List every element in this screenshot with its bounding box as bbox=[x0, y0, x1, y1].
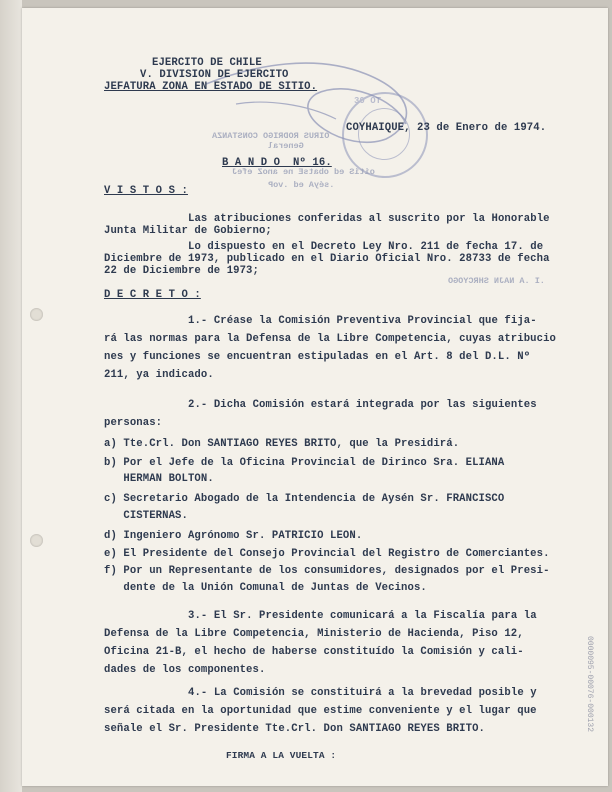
vistos-p1-line1: Las atribuciones conferidas al suscrito por la Honorable bbox=[188, 213, 550, 225]
article-3-line1: 3.- El Sr. Presidente comunicará a la Fiscalía para la bbox=[188, 610, 537, 622]
seal-inner-ring bbox=[358, 108, 410, 160]
list-item-c-line2: CISTERNAS. bbox=[104, 510, 188, 522]
decreto-heading: D E C R E T O : bbox=[104, 289, 201, 301]
article-3-line4: dades de los componentes. bbox=[104, 664, 266, 676]
punch-hole-top bbox=[30, 308, 43, 321]
bleed-line-1: OIRUS RODRIGO CONSTANZA bbox=[212, 131, 330, 141]
article-4-line3: señale el Sr. Presidente Tte.Crl. Don SANTIAGO REYES BRITO. bbox=[104, 723, 485, 735]
list-item-b-line1: b) Por el Jefe de la Oficina Provincial de Dirinco Sra. ELIANA bbox=[104, 457, 505, 469]
vistos-p2-line1: Lo dispuesto en el Decreto Ley Nro. 211 de fecha 17. de bbox=[188, 241, 544, 253]
article-4-line2: será citada en la oportunidad que estime conveniente y el lugar que bbox=[104, 705, 537, 717]
article-2-line2: personas: bbox=[104, 417, 163, 429]
vistos-p2-line2: Diciembre de 1973, publicado en el Diario Oficial Nro. 28733 de fecha bbox=[104, 253, 550, 265]
list-item-f-line1: f) Por un Representante de los consumidores, designados por el Presi- bbox=[104, 565, 550, 577]
header-line-1: EJERCITO DE CHILE bbox=[152, 57, 262, 69]
vistos-p2-line3: 22 de Diciembre de 1973; bbox=[104, 265, 259, 277]
article-2-line1: 2.- Dicha Comisión estará integrada por las siguientes bbox=[188, 399, 537, 411]
article-1-line3: nes y funciones se encuentran estipuladas en el Art. 8 del D.L. Nº bbox=[104, 351, 531, 363]
list-item-e: e) El Presidente del Consejo Provincial del Registro de Comerciantes. bbox=[104, 548, 550, 560]
article-1-line1: 1.- Créase la Comisión Preventiva Provincial que fija- bbox=[188, 315, 537, 327]
bleed-line-4: .séyA ed .voP bbox=[268, 180, 335, 190]
vistos-heading: V I S T O S : bbox=[104, 185, 188, 197]
header-line-3: JEFATURA ZONA EN ESTADO DE SITIO. bbox=[104, 81, 318, 93]
archive-side-code: 0000095-00076-000132 bbox=[585, 636, 594, 733]
vistos-p1-line2: Junta Militar de Gobierno; bbox=[104, 225, 272, 237]
punch-hole-bottom bbox=[30, 534, 43, 547]
official-seal bbox=[342, 92, 428, 178]
bleed-line-2: General bbox=[268, 141, 304, 151]
place-date: COYHAIQUE, 23 de Enero de 1974. bbox=[346, 122, 547, 134]
list-item-d: d) Ingeniero Agrónomo Sr. PATRICIO LEON. bbox=[104, 530, 363, 542]
article-3-line2: Defensa de la Libre Competencia, Ministerio de Hacienda, Piso 12, bbox=[104, 628, 524, 640]
scan-left-edge bbox=[0, 0, 22, 792]
article-1-line4: 211, ya indicado. bbox=[104, 369, 214, 381]
list-item-f-line2: dente de la Unión Comunal de Juntas de Vecinos. bbox=[104, 582, 427, 594]
header-line-2: V. DIVISION DE EJERCITO bbox=[140, 69, 289, 81]
article-1-line2: rá las normas para la Defensa de la Libre Competencia, cuyas atribucio bbox=[104, 333, 557, 345]
bando-title: B A N D O Nº 16. bbox=[222, 157, 332, 169]
list-item-a: a) Tte.Crl. Don SANTIAGO REYES BRITO, que la Presidirá. bbox=[104, 438, 460, 450]
article-3-line3: Oficina 21-B, el hecho de haberse constituído la Comisión y cali- bbox=[104, 646, 524, 658]
article-4-line1: 4.- La Comisión se constituirá a la brevedad posible y bbox=[188, 687, 537, 699]
footer-note: FIRMA A LA VUELTA : bbox=[226, 750, 337, 761]
seal-text: 30 OT bbox=[354, 96, 382, 106]
list-item-b-line2: HERMAN BOLTON. bbox=[104, 473, 214, 485]
bleed-line-5: .I .A NAJN SHRCYOGO bbox=[448, 276, 545, 286]
list-item-c-line1: c) Secretario Abogado de la Intendencia de Aysén Sr. FRANCISCO bbox=[104, 493, 505, 505]
bleed-line-3: oitiS ed obatsE ne anoZ efeJ bbox=[232, 167, 375, 177]
